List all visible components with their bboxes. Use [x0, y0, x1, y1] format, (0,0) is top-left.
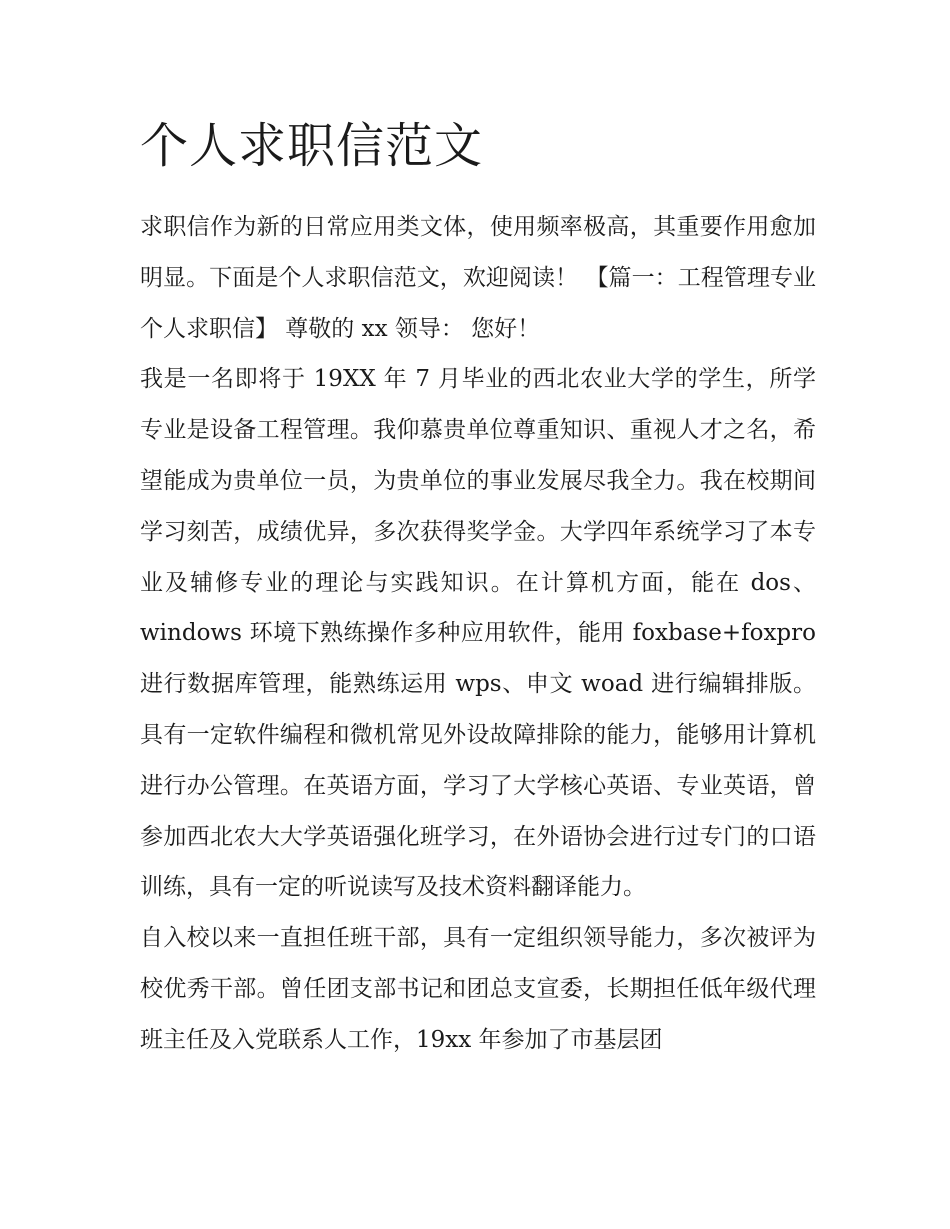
document-body	[140, 112, 816, 1066]
paragraph-intro: 求职信作为新的日常应用类文体，使用频率极高，其重要作用愈加明显。下面是个人求职信范文，欢迎阅读！ 【篇一：工程管理专业个人求职信】 尊敬的 xx 领导： 您好！	[140, 214, 816, 342]
document-title: 个人求职信范文	[140, 118, 484, 174]
paragraph-education: 我是一名即将于 19XX 年 7 月毕业的西北农业大学的学生，所学专业是设备工程管理。我仰慕贵单位尊重知识、重视人才之名，希望能成为贵单位一员，为贵单位的事业发展尽我全力。我在校期间学习刻苦，成绩优异，多次获得奖学金。大学四年系统学习了本专业及辅修专业的理论与实践知识。在计算机方面，能在 dos、windows 环境下熟练操作多种应用软件，能用 foxbase+foxpro 进行数据库管理，能熟练运用 wps、申文 woad 进行编辑排版。具有一定软件编程和微机常见外设故障排除的能力，能够用计算机进行办公管理。在英语方面，学习了大学核心英语、专业英语，曾参加西北农大大学英语强化班学习，在外语协会进行过专门的口语训练，具有一定的听说读写及技术资料翻译能力。	[140, 366, 816, 901]
paragraph-leadership: 自入校以来一直担任班干部，具有一定组织领导能力，多次被评为校优秀干部。曾任团支部书记和团总支宣委，长期担任低年级代理班主任及入党联系人工作，19xx 年参加了市基层团	[140, 925, 816, 1053]
